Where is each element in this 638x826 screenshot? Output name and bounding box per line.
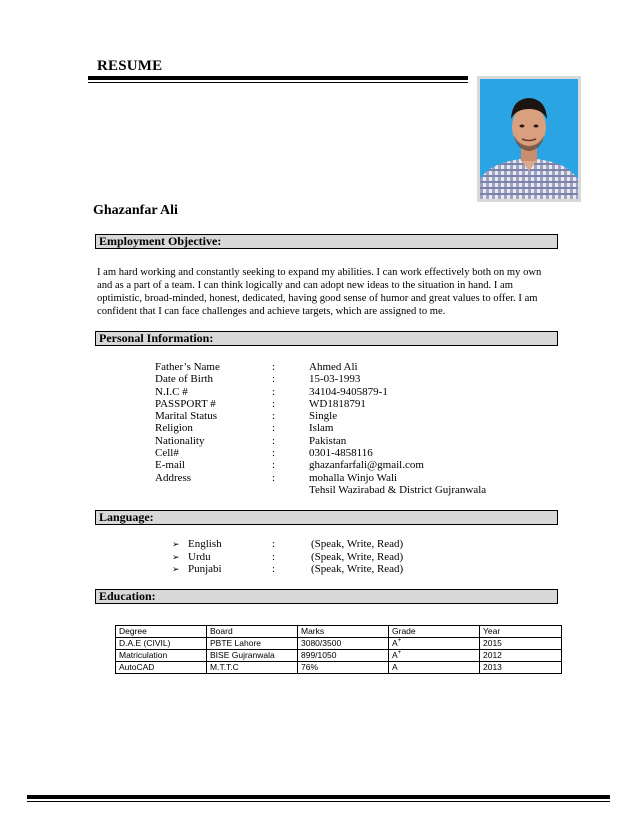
table-cell: M.T.T.C bbox=[207, 662, 298, 674]
info-separator: : bbox=[272, 459, 276, 472]
info-label: Address bbox=[155, 471, 192, 484]
arrow-bullet-icon: ➢ bbox=[172, 564, 180, 574]
table-cell: 2015 bbox=[480, 638, 562, 650]
info-value: mohalla Winjo Wali bbox=[309, 471, 398, 484]
section-employment-objective: Employment Objective: bbox=[95, 234, 558, 249]
table-row bbox=[116, 662, 562, 674]
info-value: Single bbox=[309, 410, 338, 423]
info-separator: : bbox=[272, 447, 276, 460]
table-header-cell: Degree bbox=[116, 626, 207, 638]
info-label: E-mail bbox=[155, 459, 185, 472]
education-table bbox=[115, 625, 562, 674]
language-separator: : bbox=[272, 538, 276, 550]
table-cell-grade bbox=[389, 638, 480, 650]
table-header-cell: Grade bbox=[389, 626, 480, 638]
title-rule-thin bbox=[88, 82, 468, 83]
table-header-cell: Marks bbox=[298, 626, 389, 638]
info-separator: : bbox=[272, 471, 276, 484]
profile-photo bbox=[477, 76, 581, 202]
info-value: Islam bbox=[309, 422, 334, 435]
table-cell: 3080/3500 bbox=[298, 638, 389, 650]
info-value: Pakistan bbox=[309, 434, 347, 447]
info-separator: : bbox=[272, 434, 276, 447]
grade-letter: A bbox=[392, 650, 398, 660]
grade-superscript: + bbox=[397, 638, 402, 645]
info-value: 15-03-1993 bbox=[309, 373, 361, 386]
arrow-bullet-icon: ➢ bbox=[172, 551, 180, 562]
info-label: N.I.C # bbox=[155, 385, 188, 398]
table-cell: Matriculation bbox=[116, 650, 207, 662]
grade-superscript: + bbox=[397, 650, 402, 657]
table-header-cell: Board bbox=[207, 626, 298, 638]
footer-rule-thin bbox=[27, 801, 610, 802]
info-label: Father’s Name bbox=[155, 361, 220, 373]
table-header-cell: Year bbox=[480, 626, 562, 638]
language-name: Punjabi bbox=[188, 563, 222, 575]
table-cell: PBTE Lahore bbox=[207, 638, 298, 650]
info-separator: : bbox=[272, 385, 276, 398]
info-value: Ahmed Ali bbox=[309, 361, 358, 373]
section-education: Education: bbox=[95, 589, 558, 604]
table-row bbox=[116, 650, 562, 662]
info-label: Marital Status bbox=[155, 410, 218, 423]
footer-rule-thick bbox=[27, 795, 610, 799]
info-separator: : bbox=[272, 422, 276, 435]
language-separator: : bbox=[272, 550, 276, 563]
table-cell: BISE Gujranwala bbox=[207, 650, 298, 662]
table-cell-grade bbox=[389, 662, 480, 674]
info-separator: : bbox=[272, 373, 276, 386]
info-value: 0301-4858116 bbox=[309, 447, 373, 460]
info-value: WD1818791 bbox=[309, 397, 366, 410]
info-value: 34104-9405879-1 bbox=[309, 385, 388, 398]
info-separator: : bbox=[272, 410, 276, 423]
table-cell: AutoCAD bbox=[116, 662, 207, 674]
language-name: English bbox=[188, 538, 222, 550]
info-label: Cell# bbox=[155, 447, 179, 460]
info-separator: : bbox=[272, 397, 276, 410]
arrow-bullet-icon: ➢ bbox=[172, 539, 180, 549]
info-value: Tehsil Wazirabad & District Gujranwala bbox=[309, 483, 487, 496]
objective-paragraph: I am hard working and constantly seeking to expand my abilities. I can work effectively both on my own and as a part of a team. I can think logically and can adopt new ideas to the situation in hand. I am optimistic, broad-minded, honest, dedicated, having good sense of humor and great values to offer. I am confident that I can face challenges and achieve targets, which are assigned to me. bbox=[97, 267, 542, 317]
language-skills: (Speak, Write, Read) bbox=[311, 550, 404, 563]
section-language: Language: bbox=[95, 510, 558, 525]
table-row bbox=[116, 638, 562, 650]
table-cell: 899/1050 bbox=[298, 650, 389, 662]
language-name: Urdu bbox=[188, 550, 211, 563]
table-cell: 2012 bbox=[480, 650, 562, 662]
resume-title: RESUME bbox=[97, 58, 163, 74]
table-cell: 76% bbox=[298, 662, 389, 674]
grade-letter: A bbox=[392, 638, 398, 648]
table-cell: 2013 bbox=[480, 662, 562, 674]
info-label: Religion bbox=[155, 422, 193, 435]
info-label: Nationality bbox=[155, 434, 205, 447]
title-rule-thick bbox=[88, 76, 468, 80]
profile-photo-image bbox=[480, 79, 578, 199]
table-header-row bbox=[116, 626, 562, 638]
info-label: PASSPORT # bbox=[155, 397, 216, 410]
info-value: ghazanfarfali@gmail.com bbox=[309, 459, 424, 472]
section-personal-information: Personal Information: bbox=[95, 331, 558, 346]
language-separator: : bbox=[272, 563, 276, 575]
language-skills: (Speak, Write, Read) bbox=[311, 563, 404, 575]
info-separator: : bbox=[272, 361, 276, 373]
language-skills: (Speak, Write, Read) bbox=[311, 538, 404, 550]
candidate-name: Ghazanfar Ali bbox=[93, 203, 178, 218]
grade-letter: A bbox=[392, 662, 398, 672]
info-label: Date of Birth bbox=[155, 373, 214, 386]
table-cell: D.A.E (CIVIL) bbox=[116, 638, 207, 650]
table-cell-grade bbox=[389, 650, 480, 662]
